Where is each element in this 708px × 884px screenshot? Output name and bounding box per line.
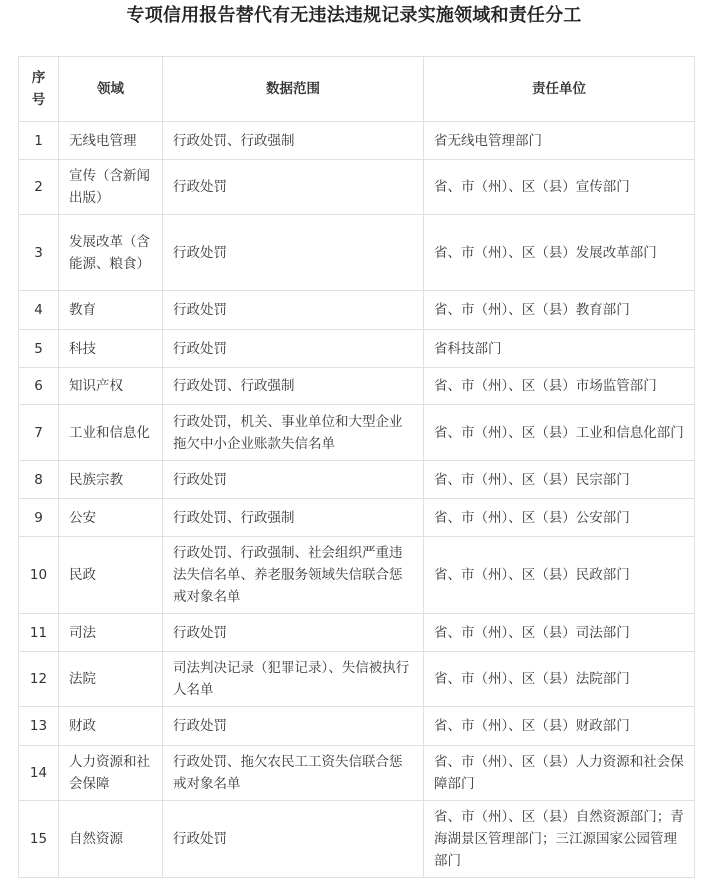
- cell-scope: 行政处罚、行政强制: [163, 368, 424, 405]
- cell-unit: 省无线电管理部门: [424, 122, 695, 160]
- cell-no: 14: [19, 746, 59, 801]
- cell-field: 知识产权: [59, 368, 163, 405]
- header-unit: 责任单位: [424, 57, 695, 122]
- table-row: [19, 499, 695, 537]
- cell-field: 财政: [59, 707, 163, 746]
- cell-no: 3: [19, 215, 59, 291]
- table-row: [19, 122, 695, 160]
- cell-scope: 行政处罚，机关、事业单位和大型企业拖欠中小企业账款失信名单: [163, 405, 424, 461]
- cell-unit: 省、市（州）、区（县）人力资源和社会保障部门: [424, 746, 695, 801]
- table-header-row: [19, 57, 695, 122]
- cell-scope: 行政处罚: [163, 707, 424, 746]
- cell-scope: 司法判决记录（犯罪记录）、失信被执行人名单: [163, 652, 424, 707]
- cell-field: 教育: [59, 291, 163, 330]
- cell-no: 8: [19, 461, 59, 499]
- cell-no: 11: [19, 614, 59, 652]
- cell-no: 10: [19, 537, 59, 614]
- cell-unit: 省、市（州）、区（县）法院部门: [424, 652, 695, 707]
- cell-field: 民族宗教: [59, 461, 163, 499]
- cell-scope: 行政处罚: [163, 614, 424, 652]
- cell-field: 自然资源: [59, 801, 163, 878]
- header-scope: 数据范围: [163, 57, 424, 122]
- table-row: [19, 291, 695, 330]
- header-field: 领域: [59, 57, 163, 122]
- cell-no: 13: [19, 707, 59, 746]
- table-row: [19, 707, 695, 746]
- cell-no: 9: [19, 499, 59, 537]
- cell-scope: 行政处罚: [163, 461, 424, 499]
- cell-field: 无线电管理: [59, 122, 163, 160]
- table-row: [19, 652, 695, 707]
- cell-scope: 行政处罚、行政强制: [163, 122, 424, 160]
- cell-unit: 省、市（州）、区（县）自然资源部门；青海湖景区管理部门；三江源国家公园管理部门: [424, 801, 695, 878]
- cell-scope: 行政处罚: [163, 801, 424, 878]
- responsibility-table: [18, 56, 695, 878]
- table-row: [19, 160, 695, 215]
- cell-field: 公安: [59, 499, 163, 537]
- cell-scope: 行政处罚、行政强制、社会组织严重违法失信名单、养老服务领域失信联合惩戒对象名单: [163, 537, 424, 614]
- cell-unit: 省、市（州）、区（县）宣传部门: [424, 160, 695, 215]
- cell-unit: 省科技部门: [424, 330, 695, 368]
- cell-scope: 行政处罚: [163, 291, 424, 330]
- cell-scope: 行政处罚: [163, 215, 424, 291]
- cell-field: 人力资源和社会保障: [59, 746, 163, 801]
- cell-unit: 省、市（州）、区（县）民宗部门: [424, 461, 695, 499]
- cell-unit: 省、市（州）、区（县）司法部门: [424, 614, 695, 652]
- table-row: [19, 461, 695, 499]
- cell-field: 宣传（含新闻出版）: [59, 160, 163, 215]
- table-row: [19, 215, 695, 291]
- table-row: [19, 801, 695, 878]
- cell-unit: 省、市（州）、区（县）财政部门: [424, 707, 695, 746]
- cell-unit: 省、市（州）、区（县）市场监管部门: [424, 368, 695, 405]
- page-title: 专项信用报告替代有无违法违规记录实施领域和责任分工: [126, 5, 582, 26]
- cell-unit: 省、市（州）、区（县）发展改革部门: [424, 215, 695, 291]
- cell-scope: 行政处罚、行政强制: [163, 499, 424, 537]
- cell-no: 4: [19, 291, 59, 330]
- cell-no: 5: [19, 330, 59, 368]
- table-row: [19, 405, 695, 461]
- table-row: [19, 537, 695, 614]
- cell-no: 1: [19, 122, 59, 160]
- cell-unit: 省、市（州）、区（县）教育部门: [424, 291, 695, 330]
- cell-scope: 行政处罚: [163, 160, 424, 215]
- cell-field: 科技: [59, 330, 163, 368]
- cell-field: 司法: [59, 614, 163, 652]
- cell-field: 发展改革（含能源、粮食）: [59, 215, 163, 291]
- table-row: [19, 614, 695, 652]
- cell-unit: 省、市（州）、区（县）公安部门: [424, 499, 695, 537]
- cell-scope: 行政处罚: [163, 330, 424, 368]
- cell-field: 工业和信息化: [59, 405, 163, 461]
- header-no: 序号: [19, 57, 59, 122]
- cell-scope: 行政处罚、拖欠农民工工资失信联合惩戒对象名单: [163, 746, 424, 801]
- cell-no: 15: [19, 801, 59, 878]
- cell-no: 12: [19, 652, 59, 707]
- cell-field: 民政: [59, 537, 163, 614]
- cell-no: 6: [19, 368, 59, 405]
- cell-field: 法院: [59, 652, 163, 707]
- cell-unit: 省、市（州）、区（县）民政部门: [424, 537, 695, 614]
- cell-unit: 省、市（州）、区（县）工业和信息化部门: [424, 405, 695, 461]
- table-row: [19, 330, 695, 368]
- table-row: [19, 368, 695, 405]
- table-row: [19, 746, 695, 801]
- cell-no: 7: [19, 405, 59, 461]
- cell-no: 2: [19, 160, 59, 215]
